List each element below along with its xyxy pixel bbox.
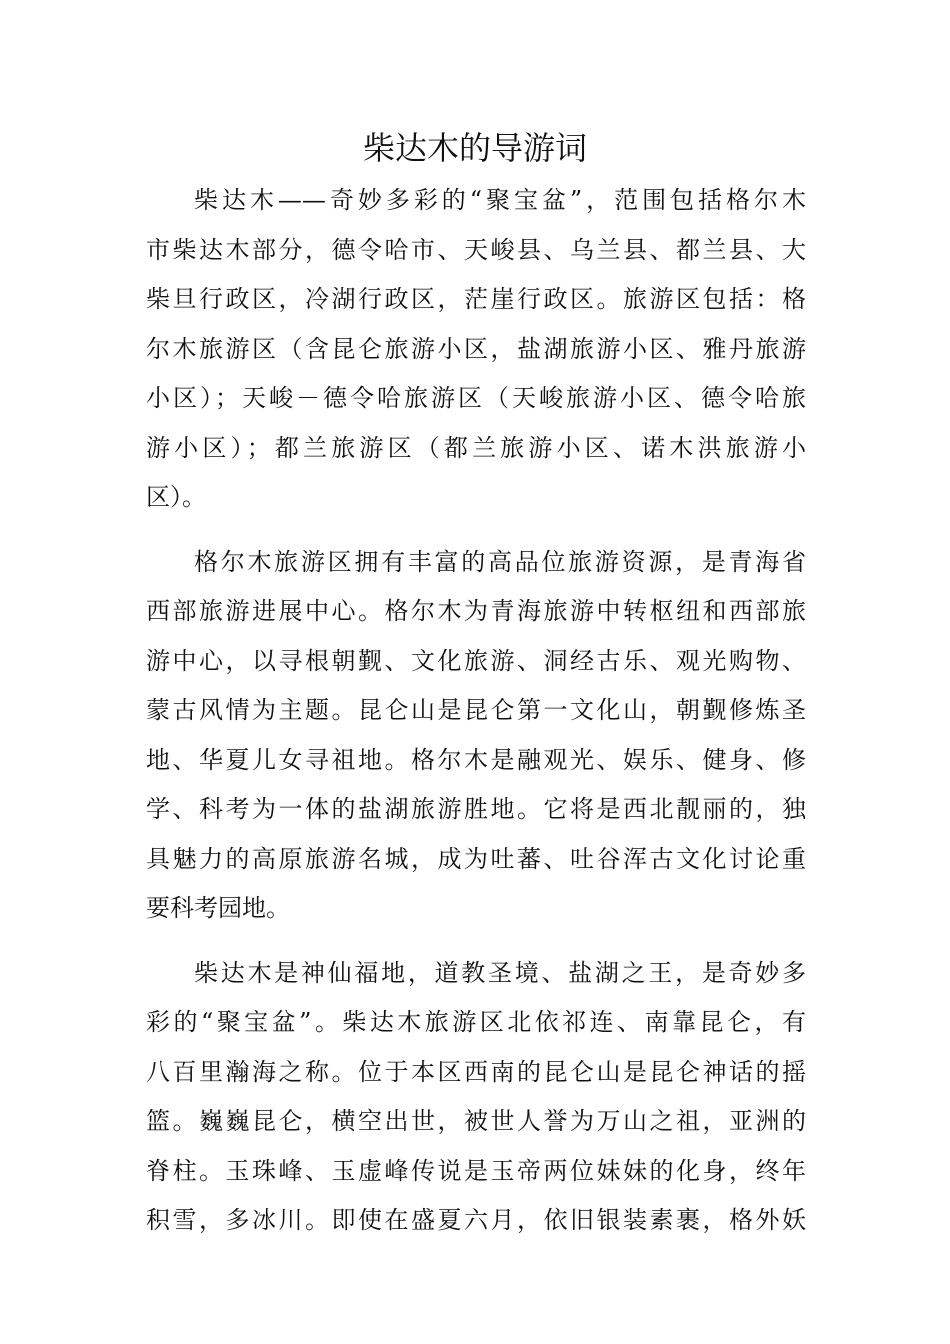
document-title: 柴达木的导游词 xyxy=(362,129,587,167)
text-line: 西部旅游进展中心。格尔木为青海旅游中转枢纽和西部旅 xyxy=(146,597,806,625)
text-line: 游小区）；都兰旅游区（都兰旅游小区、诺木洪旅游小 xyxy=(146,433,806,462)
text-line: 篮。巍巍昆仑，横空出世，被世人誉为万山之祖，亚洲的 xyxy=(146,1107,806,1135)
text-line: 游中心，以寻根朝觐、文化旅游、洞经古乐、观光购物、 xyxy=(146,646,806,675)
text-line: 柴达木——奇妙多彩的“聚宝盆”，范围包括格尔木 xyxy=(194,186,806,214)
text-line: 积雪，多冰川。即使在盛夏六月，依旧银装素裹，格外妖 xyxy=(146,1206,806,1234)
text-line: 小区）；天峻－德令哈旅游区（天峻旅游小区、德令哈旅 xyxy=(146,384,806,412)
text-line: 尔木旅游区（含昆仑旅游小区，盐湖旅游小区、雅丹旅游 xyxy=(146,334,806,363)
text-line: 具魅力的高原旅游名城，成为吐蕃、吐谷浑古文化讨论重 xyxy=(146,844,806,873)
paragraph xyxy=(146,949,806,1246)
text-line: 彩的“聚宝盆”。柴达木旅游区北依祁连、南靠昆仑，有 xyxy=(146,1008,806,1036)
text-line: 柴旦行政区，冷湖行政区，茫崖行政区。旅游区包括：格 xyxy=(146,285,806,313)
text-line: 八百里瀚海之称。位于本区西南的昆仑山是昆仑神话的摇 xyxy=(146,1057,806,1086)
text-line: 市柴达木部分，德令哈市、天峻县、乌兰县、都兰县、大 xyxy=(146,235,806,264)
text-line: 柴达木是神仙福地，道教圣境、盐湖之王，是奇妙多 xyxy=(194,958,806,987)
text-line: 脊柱。玉珠峰、玉虚峰传说是玉帝两位妹妹的化身，终年 xyxy=(146,1156,806,1185)
document-body xyxy=(146,176,806,1261)
text-line: 要科考园地。 xyxy=(146,894,290,922)
text-line: 地、华夏儿女寻祖地。格尔木是融观光、娱乐、健身、修 xyxy=(146,745,806,774)
text-line: 蒙古风情为主题。昆仑山是昆仑第一文化山，朝觐修炼圣 xyxy=(146,696,806,724)
paragraph xyxy=(146,176,806,523)
paragraph xyxy=(146,538,806,934)
text-line: 学、科考为一体的盐湖旅游胜地。它将是西北靓丽的，独 xyxy=(146,795,806,823)
text-line: 区）。 xyxy=(146,483,206,511)
text-line: 格尔木旅游区拥有丰富的高品位旅游资源，是青海省 xyxy=(194,547,806,576)
